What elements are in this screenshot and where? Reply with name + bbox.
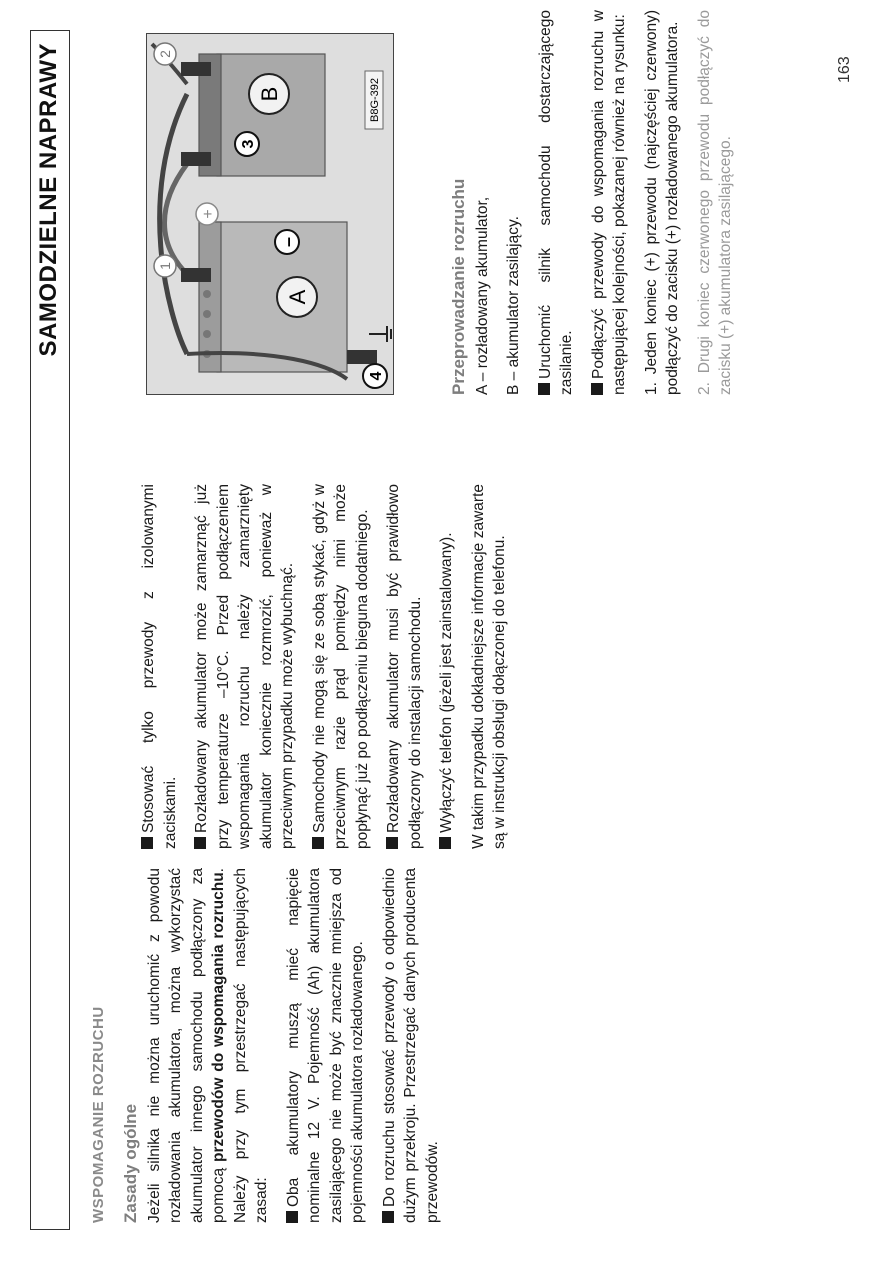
bullet-frozen xyxy=(191,484,299,849)
bullet-voltage xyxy=(283,868,369,1223)
bullet-square-icon xyxy=(439,837,451,849)
marker-4: 4 xyxy=(368,371,385,381)
phone-note: W takim przypadku dokładniejsze informacje zawarte są w instrukcji obsługi dołączonej do telefonu. xyxy=(469,484,508,849)
legend-a: A – rozładowany akumulator, xyxy=(473,196,491,395)
column-safety xyxy=(138,484,521,849)
minus-marker: – xyxy=(278,236,298,248)
header-bar xyxy=(30,30,70,1230)
intro-paragraph xyxy=(144,868,273,1223)
jump-start-figure xyxy=(146,33,394,395)
intro-text-end: . Należy przy tym przestrzegać następujących zasad: xyxy=(210,868,270,1223)
figure-code: B8G-392 xyxy=(369,77,381,123)
clamp-3 xyxy=(181,152,211,166)
marker-3: 3 xyxy=(240,139,257,149)
step-2: 2. Drugi koniec czerwonego przewodu podłączyć do zacisku (+) akumulatora zasilającego. xyxy=(695,10,734,395)
section-label: WSPOMAGANIE ROZRUCHU xyxy=(90,1006,107,1223)
bullet-contact xyxy=(309,484,374,849)
step-1: 1. Jeden koniec (+) przewodu (najczęściej czerwony) podłączyć do zacisku (+) rozładowanego akumulatora. xyxy=(642,10,681,395)
label-a: A xyxy=(285,289,310,305)
intro-text: Jeżeli silnika nie można uruchomić z powodu rozładowania akumulatora, można wykorzystać akumulator innego samochodu podłączony za pomocą xyxy=(145,868,227,1223)
page-number: 163 xyxy=(836,56,853,83)
page-title: SAMODZIELNE NAPRAWY xyxy=(35,43,62,357)
bullet-square-icon xyxy=(538,383,550,395)
bullet-text: Samochody nie mogą się ze sobą stykać, gdyż w przeciwnym razie prąd pomiędzy nimi może popłynąć już po podłączeniu bieguna dodatniego. xyxy=(310,484,371,849)
clamp-4 xyxy=(347,350,377,364)
heading-general-rules: Zasady ogólne xyxy=(121,1103,140,1223)
bullet-square-icon xyxy=(386,837,398,849)
marker-1: 1 xyxy=(157,262,173,270)
label-b: B xyxy=(257,86,282,102)
bullet-text: Rozładowany akumulator musi być prawidłowo podłączony do instalacji samochodu. xyxy=(385,484,424,849)
heading-procedure: Przeprowadzanie rozruchu xyxy=(449,178,468,395)
legend-b: B – akumulator zasilający. xyxy=(505,216,522,395)
bullet-phone xyxy=(436,484,458,849)
marker-2: 2 xyxy=(157,50,173,58)
bullet-square-icon xyxy=(312,837,324,849)
bullet-text: Do rozruchu stosować przewody o odpowiednio dużym przekroju. Przestrzegać danych producenta przewodów. xyxy=(380,868,441,1223)
bullet-text: Wyłączyć telefon (jeżeli jest zainstalowany). xyxy=(438,532,455,833)
bullet-text: Rozładowany akumulator może zamarznąć już przy temperaturze –10°C. Przed podłączeniem wspomagania rozruchu należy zamarznięty akumulator koniecznie rozmrozić, ponieważ w przeciwnym przypadku może wybuchnąć. xyxy=(193,484,296,849)
bullet-square-icon xyxy=(194,837,206,849)
bullet-square-icon xyxy=(286,1211,298,1223)
bullet-text: Uruchomić silnik samochodu dostarczającego zasilanie. xyxy=(536,10,575,395)
bullet-square-icon xyxy=(141,837,153,849)
battery-b xyxy=(199,54,325,176)
bullet-connect-order xyxy=(588,10,631,395)
battery-a xyxy=(199,222,347,372)
clamp-2 xyxy=(181,62,211,76)
clamp-1 xyxy=(181,268,211,282)
column-general-rules xyxy=(120,868,453,1223)
bullet-square-icon xyxy=(591,383,603,395)
jump-start-diagram xyxy=(147,34,393,394)
plus-marker: + xyxy=(200,209,217,219)
intro-bold: przewodów do wspomagania rozruchu xyxy=(210,872,227,1162)
bullet-text: Oba akumulatory muszą mieć napięcie nominalne 12 V. Pojemność (Ah) akumulatora zasilającego nie może być znacznie mniejsza od pojemności akumulatora rozładowanego. xyxy=(284,868,366,1223)
bullet-text: Stosować tylko przewody z izolowanymi zaciskami. xyxy=(140,484,179,849)
bullet-text: Podłączyć przewody do wspomagania rozruchu w następującej kolejności, pokazanej również na rysunku: xyxy=(589,10,628,395)
bullet-connected xyxy=(383,484,426,849)
bullet-square-icon xyxy=(382,1211,394,1223)
bullet-insulated xyxy=(138,484,181,849)
bullet-cables xyxy=(379,868,444,1223)
bullet-start-engine xyxy=(535,10,578,395)
column-procedure xyxy=(448,10,747,395)
